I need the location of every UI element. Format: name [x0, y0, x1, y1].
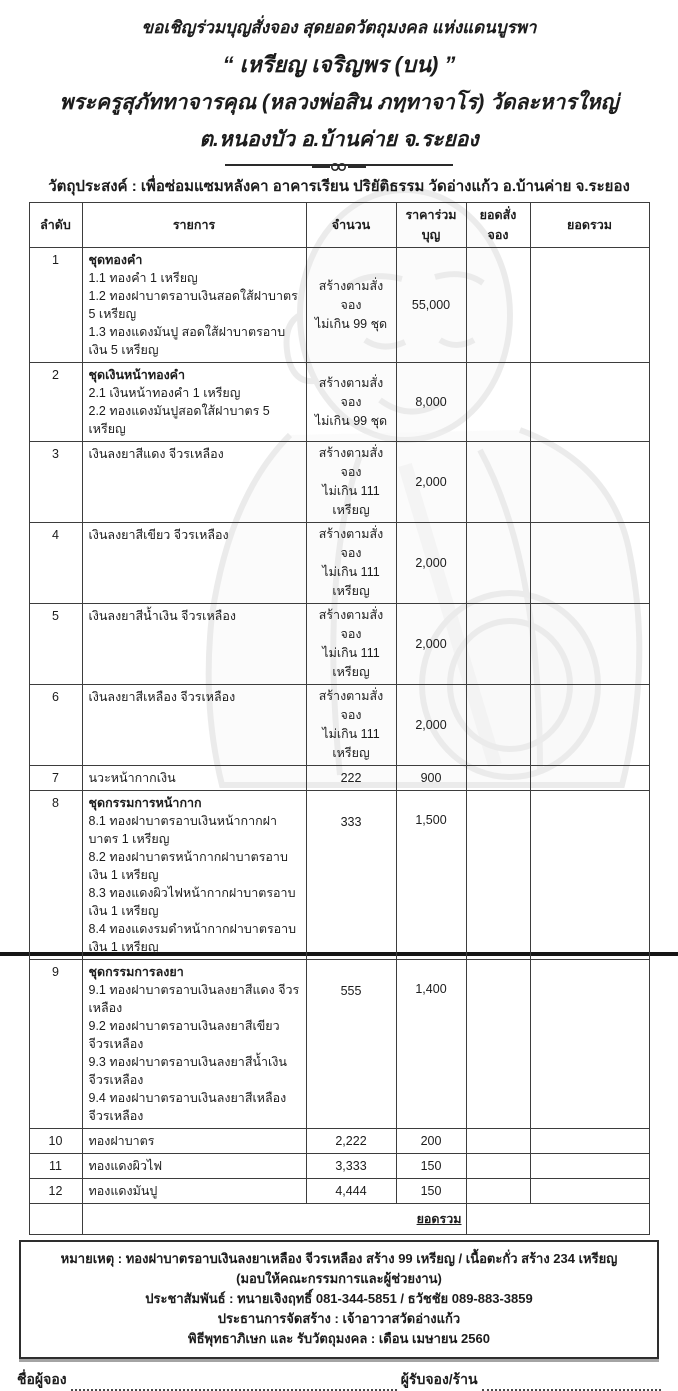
- row-quantity: [306, 442, 396, 523]
- row-total-blank: [530, 248, 649, 363]
- note-chairman-line: ประธานการจัดสร้าง : เจ้าอาวาสวัดอ่างแก้ว: [217, 1311, 461, 1326]
- row-item-description: [82, 442, 306, 523]
- row-order-amount-blank: [466, 248, 530, 363]
- item-line: 8.4 ทองแดงรมดำหน้ากากฝาบาตรอาบเงิน 1 เหรียญ: [88, 922, 297, 954]
- quantity-line: ไม่เกิน 111 เหรียญ: [322, 727, 380, 760]
- row-number: 12: [29, 1179, 82, 1204]
- table-row: [29, 1129, 649, 1154]
- quantity-line: ไม่เกิน 99 ชุด: [314, 413, 388, 428]
- row-order-amount-blank: [466, 604, 530, 685]
- row-quantity: [306, 766, 396, 791]
- row-total-blank: [530, 1129, 649, 1154]
- quantity-line: สร้างตามสั่งจอง: [318, 375, 384, 409]
- item-line: 1.2 ทองฝาบาตรอาบเงินสอดใส้ฝาบาตร 5 เหรียญ: [88, 289, 298, 321]
- total-row-empty-no: [29, 1204, 82, 1235]
- item-set-title: ชุดกรรมการลงยา: [88, 965, 184, 979]
- row-number: 7: [29, 766, 82, 791]
- row-price: 150: [396, 1179, 466, 1204]
- signature-row: [15, 1369, 663, 1391]
- item-line: เงินลงยาสีเขียว จีวรเหลือง: [88, 528, 229, 542]
- purpose-line: วัตถุประสงค์ : เพื่อซ่อมแซมหลังคา อาคารเรียน ปริยัติธรรม วัดอ่างแก้ว อ.บ้านค่าย จ.ระยอง: [48, 178, 630, 195]
- item-line: 9.4 ทองฝาบาตรอาบเงินลงยาสีเหลือง จีวรเหลือง: [88, 1091, 287, 1123]
- item-line: 1.3 ทองแดงมันปู สอดใส้ฝาบาตรอาบเงิน 5 เหรียญ: [88, 325, 286, 357]
- orderer-name-label: ชื่อผู้จอง: [17, 1371, 67, 1387]
- quantity-line: ไม่เกิน 111 เหรียญ: [322, 484, 380, 517]
- row-total-blank: [530, 604, 649, 685]
- row-number: 9: [29, 960, 82, 1129]
- item-line: 9.2 ทองฝาบาตรอาบเงินลงยาสีเขียว จีวรเหลือง: [88, 1019, 280, 1051]
- row-item-description: [82, 1179, 306, 1204]
- item-line: 1.1 ทองคำ 1 เหรียญ: [88, 271, 198, 285]
- row-order-amount-blank: [466, 363, 530, 442]
- col-header-total: ยอดรวม: [530, 203, 649, 248]
- monk-name-line: พระครูสุภัททาจารคุณ (หลวงพ่อสิน ภทฺทาจาโร) วัดละหารใหญ่: [59, 91, 619, 114]
- row-quantity: [306, 523, 396, 604]
- row-number: 10: [29, 1129, 82, 1154]
- row-quantity: [306, 1154, 396, 1179]
- row-quantity: [306, 960, 396, 1129]
- temple-location-line: ต.หนองบัว อ.บ้านค่าย จ.ระยอง: [199, 128, 479, 151]
- row-order-amount-blank: [466, 685, 530, 766]
- quantity-line: 333: [340, 815, 362, 829]
- row-number: 11: [29, 1154, 82, 1179]
- row-total-blank: [530, 523, 649, 604]
- item-line: เงินลงยาสีน้ำเงิน จีวรเหลือง: [88, 609, 236, 623]
- row-order-amount-blank: [466, 766, 530, 791]
- row-order-amount-blank: [466, 791, 530, 960]
- row-quantity: [306, 1129, 396, 1154]
- col-header-item: รายการ: [82, 203, 306, 248]
- row-price: 1,500: [396, 791, 466, 960]
- table-row: [29, 1179, 649, 1204]
- quantity-line: 222: [340, 770, 362, 785]
- order-table: [29, 202, 650, 1235]
- row-item-description: [82, 791, 306, 960]
- receiver-shop-blank: [482, 1375, 661, 1391]
- item-line: ทองแดงมันปู: [88, 1184, 158, 1198]
- row-number: 2: [29, 363, 82, 442]
- document-header: [0, 0, 678, 172]
- item-line: 9.3 ทองฝาบาตรอาบเงินลงยาสีน้ำเงิน จีวรเหลือง: [88, 1055, 287, 1087]
- quantity-line: 555: [340, 984, 362, 998]
- row-item-description: [82, 1154, 306, 1179]
- item-line: เงินลงยาสีแดง จีวรเหลือง: [88, 447, 224, 461]
- note-ceremony-line: พิธีพุทธาภิเษก และ รับวัตถุมงคล : เดือน เมษายน 2560: [188, 1331, 490, 1346]
- table-row: [29, 685, 649, 766]
- quantity-line: 4,444: [335, 1183, 367, 1198]
- row-quantity: [306, 248, 396, 363]
- row-item-description: [82, 604, 306, 685]
- table-row: [29, 523, 649, 604]
- quantity-line: ไม่เกิน 99 ชุด: [314, 316, 388, 331]
- row-total-blank: [530, 766, 649, 791]
- quantity-line: ไม่เกิน 111 เหรียญ: [322, 646, 380, 679]
- row-total-blank: [530, 685, 649, 766]
- row-item-description: [82, 523, 306, 604]
- row-number: 1: [29, 248, 82, 363]
- row-quantity: [306, 1179, 396, 1204]
- header-divider: [225, 162, 453, 172]
- notes-box: [19, 1240, 659, 1359]
- coin-title: “ เหรียญ เจริญพร (บน) ”: [222, 52, 456, 77]
- quantity-line: สร้างตามสั่งจอง: [318, 608, 384, 641]
- table-row: [29, 604, 649, 685]
- quantity-line: สร้างตามสั่งจอง: [318, 446, 384, 479]
- grand-total-row: [29, 1204, 649, 1235]
- quantity-line: 2,222: [335, 1133, 367, 1148]
- row-number: 6: [29, 685, 82, 766]
- invitation-line: ขอเชิญร่วมบุญสั่งจอง สุดยอดวัตถุมงคล แห่งแดนบูรพา: [141, 18, 537, 37]
- table-row: [29, 363, 649, 442]
- row-price: 2,000: [396, 604, 466, 685]
- row-order-amount-blank: [466, 1129, 530, 1154]
- quantity-line: สร้างตามสั่งจอง: [318, 278, 384, 312]
- grand-total-value-cell: [466, 1204, 649, 1235]
- row-number: 8: [29, 791, 82, 960]
- table-row: [29, 248, 649, 363]
- col-header-price: ราคาร่วมบุญ: [396, 203, 466, 248]
- row-total-blank: [530, 791, 649, 960]
- note-contact-line: ประชาสัมพันธ์ : ทนายเจิงฤทธิ์ 081-344-5851 / ธวัชชัย 089-883-3859: [145, 1291, 533, 1306]
- row-order-amount-blank: [466, 523, 530, 604]
- quantity-line: ไม่เกิน 111 เหรียญ: [322, 565, 380, 598]
- item-line: เงินลงยาสีเหลือง จีวรเหลือง: [88, 690, 236, 704]
- row-quantity: [306, 604, 396, 685]
- row-total-blank: [530, 1179, 649, 1204]
- item-line: 2.1 เงินหน้าทองคำ 1 เหรียญ: [88, 386, 241, 400]
- col-header-order: ยอดสั่งจอง: [466, 203, 530, 248]
- row-number: 5: [29, 604, 82, 685]
- item-set-title: ชุดทองคำ: [88, 253, 143, 267]
- row-order-amount-blank: [466, 442, 530, 523]
- item-set-title: ชุดกรรมการหน้ากาก: [88, 796, 202, 810]
- row-total-blank: [530, 960, 649, 1129]
- item-line: 2.2 ทองแดงมันปูสอดใส้ฝาบาตร 5 เหรียญ: [88, 404, 270, 436]
- note-remark-line: หมายเหตุ : ทองฝาบาตรอาบเงินลงยาเหลือง จีวรเหลือง สร้าง 99 เหรียญ / เนื้อตะกั่ว สร้าง 234 เหรียญ: [60, 1251, 618, 1266]
- table-header-row: [29, 203, 649, 248]
- quantity-line: สร้างตามสั่งจอง: [318, 689, 384, 722]
- table-row: [29, 442, 649, 523]
- receiver-shop-label: ผู้รับจอง/ร้าน: [400, 1371, 478, 1387]
- grand-total-label: ยอดรวม: [82, 1204, 466, 1235]
- row-price: 200: [396, 1129, 466, 1154]
- col-header-qty: จำนวน: [306, 203, 396, 248]
- row-price: 900: [396, 766, 466, 791]
- item-line: ทองฝาบาตร: [88, 1134, 155, 1148]
- row-item-description: [82, 248, 306, 363]
- row-order-amount-blank: [466, 1154, 530, 1179]
- row-price: 55,000: [396, 248, 466, 363]
- item-line: 9.1 ทองฝาบาตรอาบเงินลงยาสีแดง จีวรเหลือง: [88, 983, 300, 1015]
- table-row: [29, 766, 649, 791]
- col-header-no: ลำดับ: [29, 203, 82, 248]
- row-number: 4: [29, 523, 82, 604]
- row-price: 8,000: [396, 363, 466, 442]
- row-item-description: [82, 363, 306, 442]
- row-total-blank: [530, 363, 649, 442]
- note-committee-line: (มอบให้คณะกรรมการและผู้ช่วยงาน): [236, 1271, 442, 1286]
- item-line: ทองแดงผิวไฟ: [88, 1159, 163, 1173]
- row-total-blank: [530, 442, 649, 523]
- item-line: 8.2 ทองฝาบาตรหน้ากากฝาบาตรอาบเงิน 1 เหรียญ: [88, 850, 288, 882]
- row-item-description: [82, 685, 306, 766]
- item-line: นวะหน้ากากเงิน: [88, 771, 176, 785]
- row-order-amount-blank: [466, 1179, 530, 1204]
- row-price: 2,000: [396, 685, 466, 766]
- table-row: [29, 791, 649, 960]
- table-row: [29, 960, 649, 1129]
- row-number: 3: [29, 442, 82, 523]
- row-quantity: [306, 791, 396, 960]
- row-price: 1,400: [396, 960, 466, 1129]
- row-item-description: [82, 766, 306, 791]
- row-quantity: [306, 685, 396, 766]
- item-line: 8.3 ทองแดงผิวไฟหน้ากากฝาบาตรอาบเงิน 1 เหรียญ: [88, 886, 296, 918]
- quantity-line: 3,333: [335, 1158, 367, 1173]
- item-line: 8.1 ทองฝาบาตรอาบเงินหน้ากากฝาบาตร 1 เหรียญ: [88, 814, 278, 846]
- row-item-description: [82, 1129, 306, 1154]
- row-order-amount-blank: [466, 960, 530, 1129]
- row-quantity: [306, 363, 396, 442]
- table-row: [29, 1154, 649, 1179]
- row-price: 2,000: [396, 442, 466, 523]
- row-price: 2,000: [396, 523, 466, 604]
- quantity-line: สร้างตามสั่งจอง: [318, 527, 384, 560]
- item-set-title: ชุดเงินหน้าทองคำ: [88, 368, 186, 382]
- divider-ornament-icon: [312, 162, 366, 172]
- row-item-description: [82, 960, 306, 1129]
- row-total-blank: [530, 1154, 649, 1179]
- orderer-name-blank: [71, 1375, 397, 1391]
- row-price: 150: [396, 1154, 466, 1179]
